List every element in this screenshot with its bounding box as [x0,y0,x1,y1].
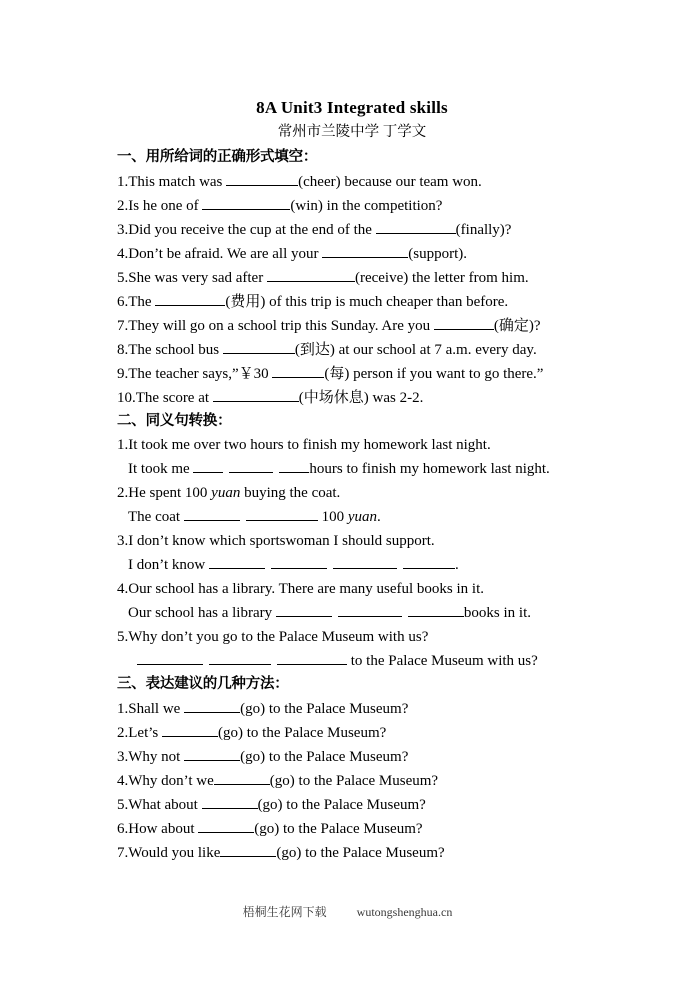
answer-blank[interactable] [322,243,408,258]
answer-blank[interactable] [202,195,290,210]
item-number: 2. [117,197,129,214]
rewrite-answer-line [117,457,587,481]
exercise-item [117,266,587,290]
exercise-item [117,817,587,841]
answer-blank[interactable] [184,506,240,521]
exercise-item [117,218,587,242]
rewrite-answer-line [117,553,587,577]
sentence-text: (finally)? [455,221,512,238]
item-number: 2. [117,724,129,741]
footer-site-name: 梧桐生花网下载 [242,905,327,919]
item-number: 3. [117,748,129,765]
rewrite-prompt [117,577,587,601]
answer-blank[interactable] [267,267,355,282]
answer-blank[interactable] [338,602,402,617]
exercise-item [117,745,587,769]
rewrite-prompt [117,433,587,457]
answer-blank[interactable] [155,291,225,306]
answer-blank[interactable] [202,794,258,809]
item-number: 5. [117,796,129,813]
sentence-text: Is he one of [128,197,203,214]
item-number: 1. [117,173,129,190]
answer-blank[interactable] [272,363,324,378]
section-heading-3: 三、表达建议的几种方法： [117,676,289,692]
sentence-text: The score at [135,389,213,406]
sentence-text: hours to finish my homework last night. [309,461,550,477]
sentence-text: The coat [128,509,184,525]
item-number: 3. [117,221,129,238]
rewrite-prompt [117,529,587,553]
section-heading-1: 一、用所给词的正确形式填空： [117,149,318,165]
answer-blank[interactable] [220,842,276,857]
exercise-item [117,697,587,721]
sentence-text: Why don’t you go to the Palace Museum with us? [128,629,429,645]
answer-blank[interactable] [162,722,218,737]
rewrite-prompt [117,625,587,649]
sentence-text: (到达) at our school at 7 a.m. every day. [294,341,537,358]
exercise-item [117,314,587,338]
item-number: 4. [117,581,129,597]
item-number: 2. [117,485,129,501]
exercise-item [117,386,587,410]
document-body [117,96,587,865]
item-number: 6. [117,820,129,837]
item-number: 8. [117,341,129,358]
rewrite-answer-line [117,601,587,625]
sentence-text: Our school has a library [128,605,276,621]
item-number: 1. [117,700,129,717]
sentence-text: How about [128,820,199,837]
sentence-text: Our school has a library. There are many useful books in it. [128,581,484,597]
sentence-text: Don’t be afraid. We are all your [128,245,323,262]
sentence-text: (go) to the Palace Museum? [240,700,409,717]
item-number: 9. [117,365,129,382]
item-number: 7. [117,844,129,861]
sentence-text: . [376,509,381,525]
exercise-item [117,338,587,362]
answer-blank[interactable] [213,387,299,402]
sentence-text: buying the coat. [240,485,341,501]
sentence-text: Shall we [128,700,185,717]
sentence-text: . [454,557,459,573]
answer-blank[interactable] [271,554,327,569]
exercise-item [117,194,587,218]
item-number: 5. [117,269,129,286]
answer-blank[interactable] [209,650,271,665]
sentence-text: She was very sad after [128,269,267,286]
sentence-text: Would you like [128,844,221,861]
item-number: 5. [117,629,129,645]
answer-blank[interactable] [198,818,254,833]
item-number: 1. [117,437,129,453]
answer-blank[interactable] [277,650,347,665]
sentence-text: Why not [128,748,185,765]
sentence-text: I don’t know [128,557,209,573]
sentence-text: I don’t know which sportswoman I should support. [128,533,435,549]
sentence-text: It took me over two hours to finish my homework last night. [128,437,491,453]
italic-text: yuan [347,509,377,525]
exercise-item [117,290,587,314]
sentence-text: to the Palace Museum with us? [347,653,538,669]
exercise-item [117,841,587,865]
sentence-text: What about [128,796,202,813]
sentence-text: (go) to the Palace Museum? [254,820,423,837]
answer-blank[interactable] [246,506,318,521]
answer-blank[interactable] [226,171,298,186]
sentence-text: (go) to the Palace Museum? [218,724,387,741]
answer-blank[interactable] [333,554,397,569]
answer-blank[interactable] [376,219,456,234]
exercise-item [117,769,587,793]
item-number: 4. [117,772,129,789]
item-number: 7. [117,317,129,334]
sentence-text: Did you receive the cup at the end of the [128,221,376,238]
answer-blank[interactable] [214,770,270,785]
rewrite-prompt [117,481,587,505]
page-footer [0,903,695,921]
sentence-text: The [128,293,156,310]
answer-blank[interactable] [276,602,332,617]
answer-blank[interactable] [434,315,494,330]
sentence-text: The school bus [128,341,223,358]
italic-text: yuan [211,485,241,501]
sentence-text: 100 [317,509,348,525]
section-heading-2: 二、同义句转换： [117,412,232,429]
section-1-items [117,170,587,410]
document-byline: 常州市兰陵中学 丁学文 [277,124,427,140]
item-number: 3. [117,533,129,549]
sentence-text: books in it. [463,605,531,621]
exercise-item [117,721,587,745]
rewrite-answer-line [117,505,587,529]
sentence-text: (中场休息) was 2-2. [298,389,424,406]
sentence-text: It took me [128,461,194,477]
answer-blank[interactable] [279,458,309,473]
answer-blank[interactable] [184,746,240,761]
sentence-text: (support). [408,245,467,262]
sentence-text: (go) to the Palace Museum? [257,796,426,813]
sentence-text: (费用) of this trip is much cheaper than before. [225,293,509,310]
answer-blank[interactable] [193,458,223,473]
sentence-text: They will go on a school trip this Sunday. Are you [128,317,434,334]
sentence-text: (确定)? [493,317,541,334]
item-number: 4. [117,245,129,262]
sentence-text: (go) to the Palace Museum? [276,844,445,861]
exercise-item [117,793,587,817]
sentence-text: Let’s [128,724,162,741]
sentence-text: The teacher says,”￥30 [128,365,273,382]
section-3-items [117,697,587,865]
section-2-items [117,433,587,673]
sentence-text: (go) to the Palace Museum? [269,772,439,789]
answer-blank[interactable] [223,339,295,354]
page-title: 8A Unit3 Integrated skills [256,98,448,117]
item-number: 10. [117,389,136,406]
exercise-item [117,170,587,194]
sentence-text: (cheer) because our team won. [298,173,482,190]
sentence-text: Why don’t we [128,772,214,789]
sentence-text: (go) to the Palace Museum? [240,748,409,765]
answer-blank[interactable] [209,554,265,569]
exercise-item [117,362,587,386]
rewrite-answer-line [117,649,587,673]
exercise-item [117,242,587,266]
footer-site-url: wutongshenghua.cn [356,905,453,919]
answer-blank[interactable] [137,650,203,665]
sentence-text: (每) person if you want to go there.” [324,365,544,382]
sentence-text: He spent 100 [128,485,212,501]
answer-blank[interactable] [403,554,455,569]
answer-blank[interactable] [229,458,273,473]
sentence-text: (receive) the letter from him. [354,269,529,286]
answer-blank[interactable] [408,602,464,617]
sentence-text: This match was [128,173,227,190]
sentence-text: (win) in the competition? [290,197,443,214]
answer-blank[interactable] [184,698,240,713]
item-number: 6. [117,293,129,310]
